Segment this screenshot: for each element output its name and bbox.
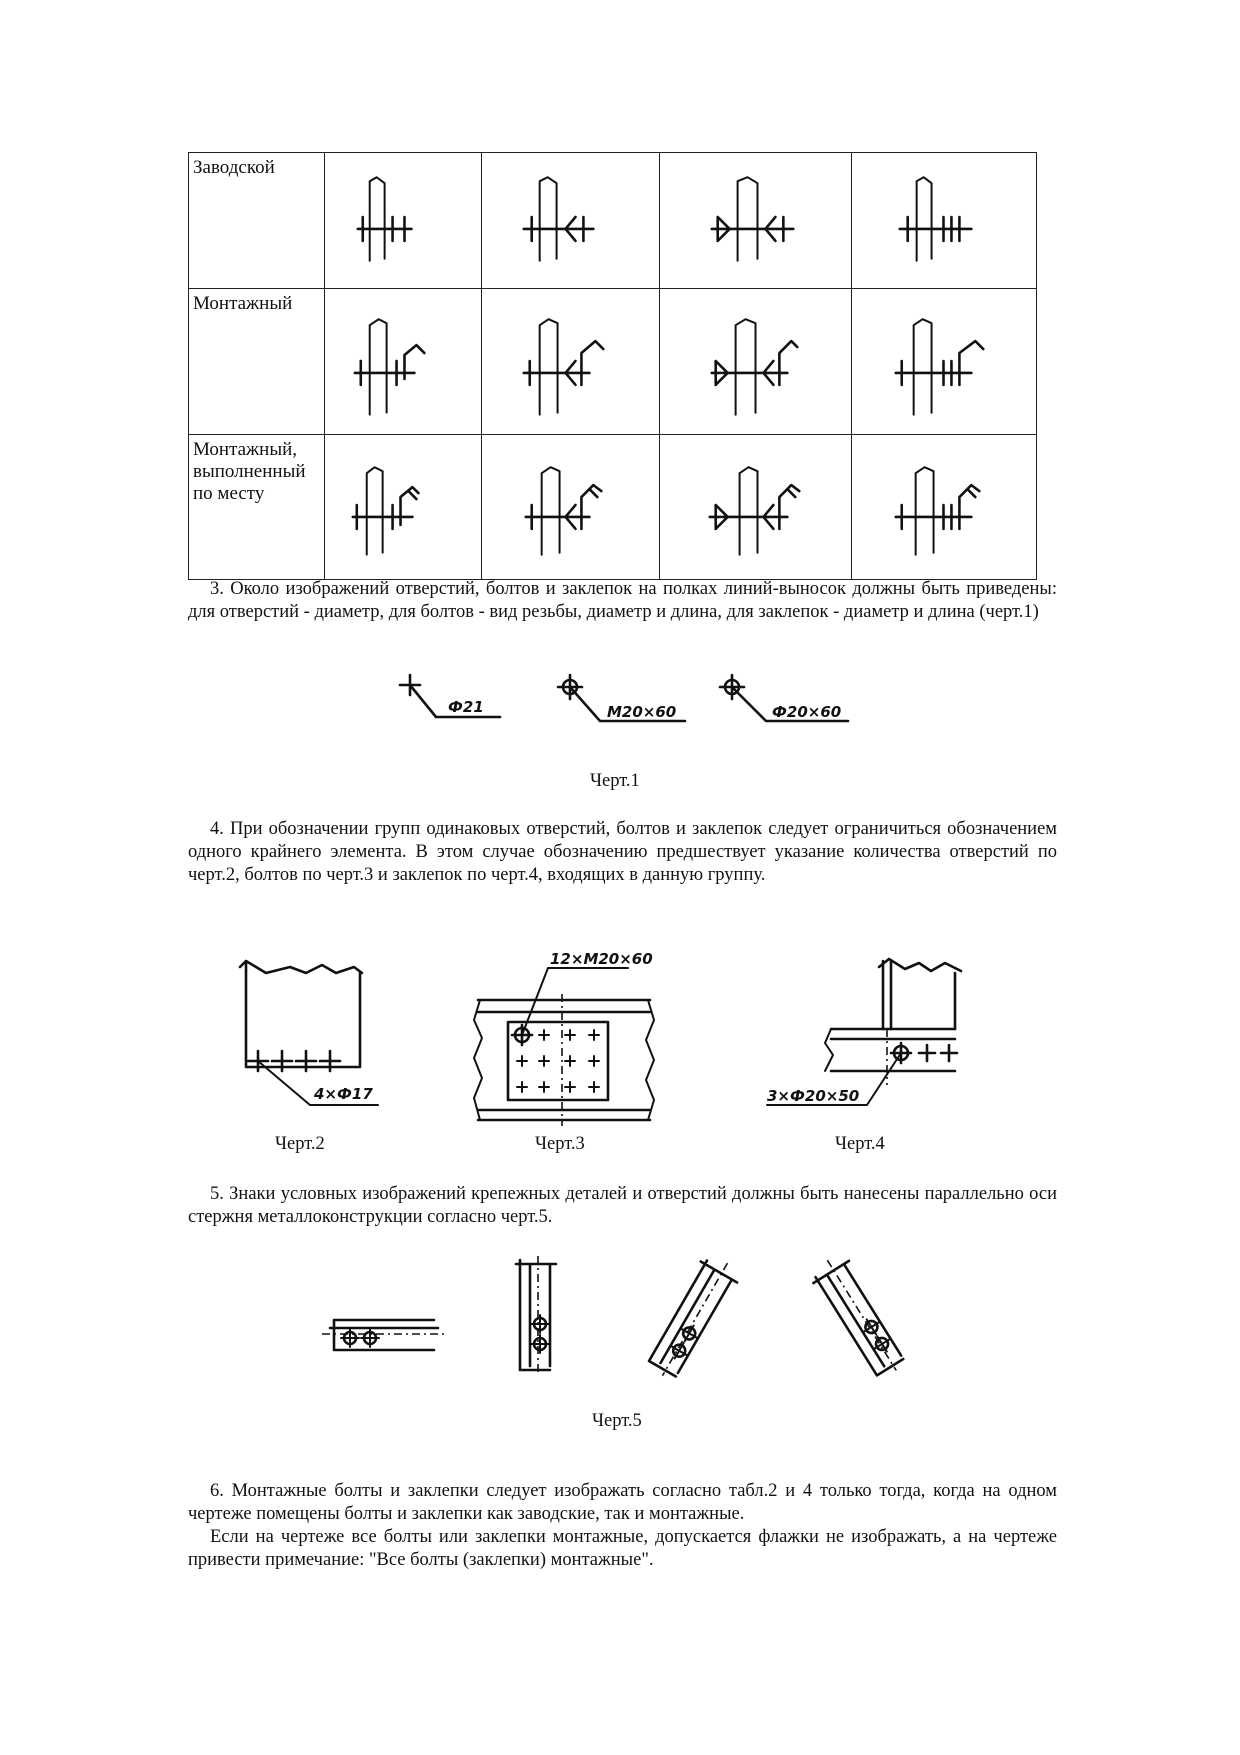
factory-bolt-symbol-2 — [482, 153, 659, 280]
table-row — [189, 435, 1037, 580]
onsite-bolt-symbol-2 — [482, 435, 659, 571]
table-row — [189, 289, 1037, 435]
table-row — [189, 153, 1037, 289]
symbol-cell — [660, 153, 852, 289]
fig4-label: 3×Ф20×50 — [767, 1087, 860, 1105]
vertical-bar — [516, 1256, 556, 1376]
factory-bolt-symbol-3 — [660, 153, 851, 280]
symbol-cell — [852, 289, 1037, 435]
fig1-label-rivet: Ф20×60 — [772, 703, 842, 721]
onsite-bolt-symbol-3 — [660, 435, 851, 571]
site-bolt-symbol-4 — [852, 289, 1036, 426]
bolt-grid — [517, 1030, 599, 1092]
symbol-cell — [482, 153, 660, 289]
figure-1 — [380, 665, 860, 750]
paragraph-7: Если на чертеже все болты или заклепки монтажные, допускается флажки не изображать, а на чертеже привести примечание: "Все болты (заклепки) монтажные". — [188, 1527, 1057, 1570]
fig1-label-hole: Ф21 — [448, 698, 484, 716]
fig3-label: 12×М20×60 — [550, 950, 653, 968]
factory-bolt-symbol-4 — [852, 153, 1036, 280]
symbol-cell — [482, 289, 660, 435]
symbol-cell — [660, 435, 852, 580]
symbol-cell — [852, 153, 1037, 289]
symbol-cell — [325, 435, 482, 580]
symbols-table — [188, 152, 1037, 580]
figure-2-caption: Черт.2 — [275, 1134, 325, 1154]
symbol-cell — [325, 153, 482, 289]
symbol-cell — [660, 289, 852, 435]
paragraph-4: 4. При обозначении групп одинаковых отверстий, болтов и заклепок следует ограничиться обозначением одного крайнего элемента. В этом случае обозначению предшествует указание количества отверстий по черт.2, болтов по черт.3 и заклепок по черт.4, входящих в данную группу. — [188, 819, 1057, 885]
figure-2 — [230, 955, 390, 1115]
site-bolt-symbol-1 — [325, 289, 481, 426]
onsite-bolt-symbol-4 — [852, 435, 1036, 571]
figure-3-caption: Черт.3 — [535, 1134, 585, 1154]
symbol-cell — [852, 435, 1037, 580]
paragraph-3: 3. Около изображений отверстий, болтов и заклепок на полках линий-выносок должны быть приведены: для отверстий - диаметр, для болтов - вид резьбы, диаметр и длина, для заклепок - диаметр и длина (черт.1) — [188, 579, 1057, 622]
figure-3 — [470, 950, 670, 1130]
factory-bolt-symbol-1 — [325, 153, 481, 280]
figure-1-caption: Черт.1 — [590, 771, 640, 791]
figure-4 — [755, 955, 975, 1125]
figure-4-caption: Черт.4 — [835, 1134, 885, 1154]
paragraph-6: 6. Монтажные болты и заклепки следует изображать согласно табл.2 и 4 только тогда, когда на одном чертеже помещены болты и заклепки как заводские, так и монтажные. — [188, 1481, 1057, 1524]
row-label: Монтажный, выполненный по месту — [189, 435, 325, 580]
row-label: Монтажный — [189, 289, 325, 435]
fig2-label: 4×Ф17 — [314, 1085, 373, 1103]
inclined-bar-left — [807, 1251, 912, 1380]
fig1-label-bolt: М20×60 — [607, 703, 677, 721]
figure-5 — [320, 1250, 940, 1380]
figure-5-caption: Черт.5 — [592, 1411, 642, 1431]
symbol-cell — [325, 289, 482, 435]
site-bolt-symbol-2 — [482, 289, 659, 426]
symbol-cell — [482, 435, 660, 580]
site-bolt-symbol-3 — [660, 289, 851, 426]
horizontal-bar — [322, 1320, 446, 1350]
row-label: Заводской — [189, 153, 325, 289]
onsite-bolt-symbol-1 — [325, 435, 481, 571]
paragraph-5: 5. Знаки условных изображений крепежных деталей и отверстий должны быть нанесены параллельно оси стержня металлоконструкции согласно черт.5. — [188, 1184, 1057, 1227]
inclined-bar-right — [642, 1251, 743, 1380]
